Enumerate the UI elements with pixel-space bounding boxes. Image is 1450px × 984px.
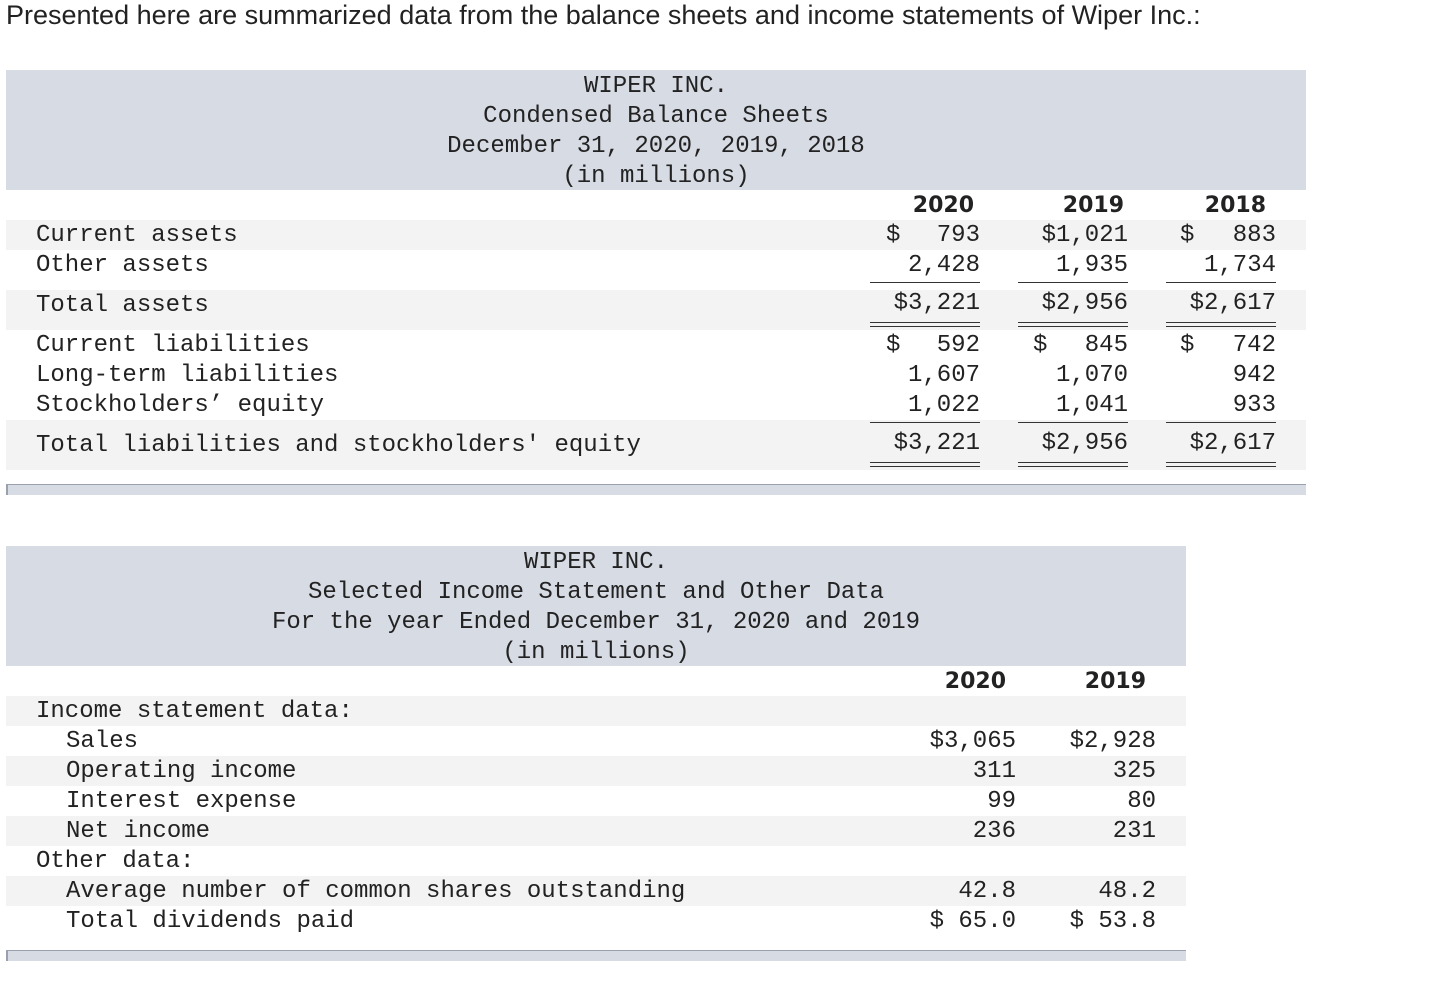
cell-total-assets-2019: $2,956 bbox=[1041, 290, 1128, 317]
section-label-other: Other data: bbox=[36, 848, 195, 875]
cell-other-assets-2019: 1,935 bbox=[1055, 252, 1128, 279]
row-label-total-assets: Total assets bbox=[36, 292, 209, 319]
balance-sheet-title-units: (in millions) bbox=[562, 163, 750, 190]
cell-current-assets-2018: 883 bbox=[1232, 222, 1276, 249]
underline bbox=[1018, 282, 1128, 283]
row-label-long-term-liabilities: Long-term liabilities bbox=[36, 362, 339, 389]
cell-long-term-liabilities-2018: 942 bbox=[1232, 362, 1276, 389]
dollar-sign: $ bbox=[886, 222, 901, 249]
cell-total-liab-equity-2020: $3,221 bbox=[893, 430, 980, 457]
dollar-sign: $ bbox=[1180, 222, 1195, 249]
cell-other-assets-2018: 1,734 bbox=[1203, 252, 1276, 279]
row-label-net-income: Net income bbox=[66, 818, 211, 845]
table-footer-bar bbox=[6, 950, 1186, 961]
cell-dividends-2019: $ 53.8 bbox=[1069, 908, 1156, 935]
row-label-interest-expense: Interest expense bbox=[66, 788, 297, 815]
double-underline bbox=[1166, 322, 1276, 327]
section-label-income: Income statement data: bbox=[36, 698, 353, 725]
underline bbox=[870, 422, 980, 423]
dollar-sign: $ bbox=[1180, 332, 1195, 359]
cell-long-term-liabilities-2019: 1,070 bbox=[1055, 362, 1128, 389]
underline bbox=[870, 282, 980, 283]
year-header-2019: 2019 bbox=[1084, 669, 1146, 694]
income-statement-table bbox=[6, 546, 1186, 964]
year-header-2019: 2019 bbox=[1062, 193, 1124, 218]
cell-sales-2019: $2,928 bbox=[1069, 728, 1156, 755]
row-label-total-liabilities-equity: Total liabilities and stockholders' equity bbox=[36, 432, 641, 459]
cell-avg-shares-2019: 48.2 bbox=[1098, 878, 1156, 905]
row-label-current-assets: Current assets bbox=[36, 222, 238, 249]
cell-total-liab-equity-2018: $2,617 bbox=[1189, 430, 1276, 457]
year-header-2020: 2020 bbox=[912, 193, 974, 218]
dollar-sign: $ bbox=[886, 332, 901, 359]
cell-avg-shares-2020: 42.8 bbox=[958, 878, 1016, 905]
cell-sales-2020: $3,065 bbox=[929, 728, 1016, 755]
row-label-other-assets: Other assets bbox=[36, 252, 209, 279]
cell-net-income-2020: 236 bbox=[972, 818, 1016, 845]
cell-interest-expense-2019: 80 bbox=[1127, 788, 1156, 815]
year-header-2018: 2018 bbox=[1204, 193, 1266, 218]
row-label-operating-income: Operating income bbox=[66, 758, 297, 785]
balance-sheet-title-date: December 31, 2020, 2019, 2018 bbox=[447, 133, 865, 160]
cell-total-assets-2020: $3,221 bbox=[893, 290, 980, 317]
table-footer-bar bbox=[6, 484, 1306, 495]
cell-stockholders-equity-2019: 1,041 bbox=[1055, 392, 1128, 419]
row-label-dividends: Total dividends paid bbox=[66, 908, 355, 935]
row-label-avg-shares: Average number of common shares outstanding bbox=[66, 878, 686, 905]
income-title-name: Selected Income Statement and Other Data bbox=[307, 579, 885, 606]
dollar-sign: $ bbox=[1033, 332, 1048, 359]
cell-long-term-liabilities-2020: 1,607 bbox=[907, 362, 980, 389]
underline bbox=[1166, 422, 1276, 423]
balance-sheet-title-company: WIPER INC. bbox=[583, 73, 729, 100]
row-label-sales: Sales bbox=[66, 728, 139, 755]
cell-interest-expense-2020: 99 bbox=[987, 788, 1016, 815]
cell-dividends-2020: $ 65.0 bbox=[929, 908, 1016, 935]
cell-current-assets-2019: $1,021 bbox=[1041, 222, 1128, 249]
double-underline bbox=[1018, 462, 1128, 467]
row-label-stockholders-equity: Stockholders’ equity bbox=[36, 392, 325, 419]
cell-current-liabilities-2018: 742 bbox=[1232, 332, 1276, 359]
double-underline bbox=[1166, 462, 1276, 467]
balance-sheet-title-name: Condensed Balance Sheets bbox=[483, 103, 829, 130]
cell-total-liab-equity-2019: $2,956 bbox=[1041, 430, 1128, 457]
cell-stockholders-equity-2020: 1,022 bbox=[907, 392, 980, 419]
balance-sheet-table bbox=[6, 70, 1306, 498]
cell-current-liabilities-2020: 592 bbox=[936, 332, 980, 359]
cell-current-liabilities-2019: 845 bbox=[1084, 332, 1128, 359]
cell-total-assets-2018: $2,617 bbox=[1189, 290, 1276, 317]
underline bbox=[1018, 422, 1128, 423]
cell-operating-income-2020: 311 bbox=[972, 758, 1016, 785]
double-underline bbox=[870, 462, 980, 467]
year-header-2020: 2020 bbox=[944, 669, 1006, 694]
intro-text: Presented here are summarized data from the balance sheets and income statements of Wiper Inc.: bbox=[6, 0, 1201, 30]
income-title-period: For the year Ended December 31, 2020 and 2019 bbox=[271, 609, 921, 636]
income-title-company: WIPER INC. bbox=[523, 549, 669, 576]
cell-net-income-2019: 231 bbox=[1112, 818, 1156, 845]
underline bbox=[1166, 282, 1276, 283]
cell-current-assets-2020: 793 bbox=[936, 222, 980, 249]
income-title-units: (in millions) bbox=[502, 639, 690, 666]
double-underline bbox=[1018, 322, 1128, 327]
cell-other-assets-2020: 2,428 bbox=[907, 252, 980, 279]
cell-operating-income-2019: 325 bbox=[1112, 758, 1156, 785]
double-underline bbox=[870, 322, 980, 327]
cell-stockholders-equity-2018: 933 bbox=[1232, 392, 1276, 419]
row-label-current-liabilities: Current liabilities bbox=[36, 332, 310, 359]
